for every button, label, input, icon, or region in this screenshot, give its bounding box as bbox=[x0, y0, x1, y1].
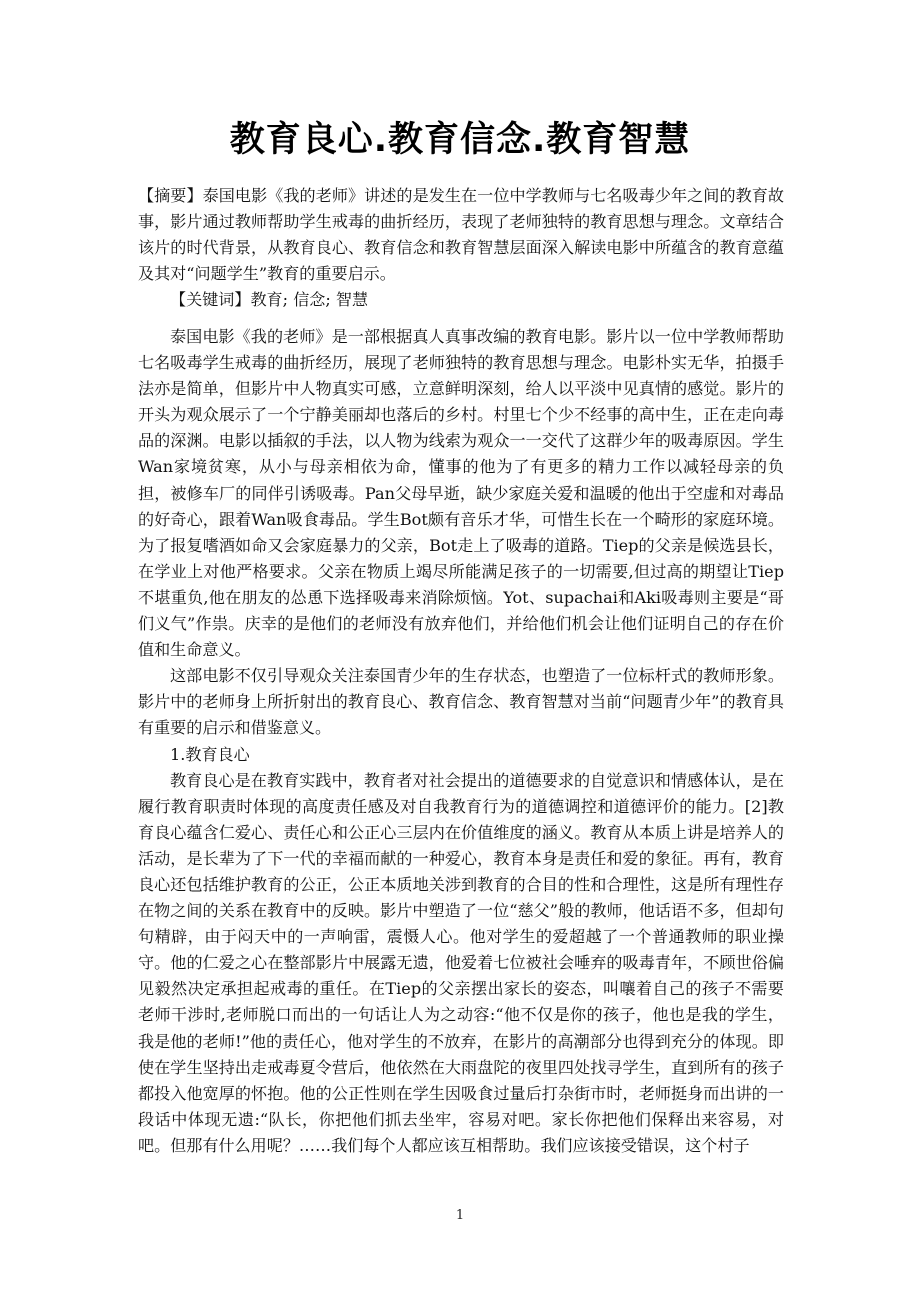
section-heading-1: 1.教育良心 bbox=[170, 744, 250, 764]
keywords-line bbox=[138, 287, 784, 313]
body-paragraph-1: 泰国电影《我的老师》是一部根据真人真事改编的教育电影。影片以一位中学教师帮助七名吸毒学生戒毒的曲折经历，展现了老师独特的教育思想与理念。电影朴实无华，拍摄手法亦是简单，但影片中人物真实可感，立意鲜明深刻，给人以平淡中见真情的感觉。影片的开头为观众展示了一个宁静美丽却也落后的乡村。村里七个少不经事的高中生，正在走向毒品的深渊。电影以插叙的手法，以人物为线索为观众一一交代了这群少年的吸毒原因。学生Wan家境贫寒，从小与母亲相依为命，懂事的他为了有更多的精力工作以减轻母亲的负担，被修车厂的同伴引诱吸毒。Pan父母早逝，缺少家庭关爱和温暖的他出于空虚和对毒品的好奇心，跟着Wan吸食毒品。学生Bot颇有音乐才华，可惜生长在一个畸形的家庭环境。为了报复嗜酒如命又会家庭暴力的父亲，Bot走上了吸毒的道路。Tiep的父亲是候选县长，在学业上对他严格要求。父亲在物质上竭尽所能满足孩子的一切需要,但过高的期望让Tiep不堪重负,他在朋友的怂恿下选择吸毒来消除烦恼。Yot、supachai和Aki吸毒则主要是“哥们义气”作祟。庆幸的是他们的老师没有放弃他们，并给他们机会让他们证明自己的存在价值和生命意义。 bbox=[138, 327, 784, 660]
abstract-label: 【摘要】 bbox=[138, 186, 203, 205]
body-paragraph-2: 这部电影不仅引导观众关注泰国青少年的生存状态，也塑造了一位标杆式的教师形象。影片中的老师身上所折射出的教育良心、教育信念、教育智慧对当前“问题青少年”的教育具有重要的启示和借鉴意义。 bbox=[138, 666, 784, 738]
abstract-text: 泰国电影《我的老师》讲述的是发生在一位中学教师与七名吸毒少年之间的教育故事，影片通过教师帮助学生戒毒的曲折经历，表现了老师独特的教育思想与理念。文章结合该片的时代背景，从教育良心、教育信念和教育智慧层面深入解读电影中所蕴含的教育意蕴及其对“问题学生”教育的重要启示。 bbox=[138, 186, 785, 284]
abstract-section bbox=[138, 183, 784, 313]
abstract-paragraph bbox=[138, 183, 784, 287]
page-title: 教育良心.教育信念.教育智慧 bbox=[229, 120, 691, 160]
body-text bbox=[138, 324, 784, 1159]
page-number: 1 bbox=[455, 1208, 465, 1223]
keywords-text: 教育; 信念; 智慧 bbox=[250, 290, 369, 310]
keywords-label: 【关键词】 bbox=[170, 290, 251, 310]
body-paragraph-3: 教育良心是在教育实践中，教育者对社会提出的道德要求的自觉意识和情感体认，是在履行教育职责时体现的高度责任感及对自我教育行为的道德调控和道德评价的能力。[2]教育良心蕴含仁爱心、责任心和公正心三层内在价值维度的涵义。教育从本质上讲是培养人的活动，是长辈为了下一代的幸福而献的一种爱心，教育本身是责任和爱的象征。再有，教育良心还包括维护教育的公正，公正本质地关涉到教育的合目的性和合理性，这是所有理性存在物之间的关系在教育中的反映。影片中塑造了一位“慈父”般的教师，他话语不多，但却句句精辟，由于闷天中的一声响雷，震慑人心。他对学生的爱超越了一个普通教师的职业操守。他的仁爱之心在整部影片中展露无遗，他爱着七位被社会唾弃的吸毒青年，不顾世俗偏见毅然决定承担起戒毒的重任。在Tiep的父亲摆出家长的姿态，叫嚷着自己的孩子不需要老师干涉时,老师脱口而出的一句话让人为之动容:“他不仅是你的孩子，他也是我的学生，我是他的老师!”他的责任心，他对学生的不放弃，在影片的高潮部分也得到充分的体现。即使在学生坚持出走戒毒夏令营后，他依然在大雨盘陀的夜里四处找寻学生，直到所有的孩子都投入他宽厚的怀抱。他的公正性则在学生因吸食过量后打杂街市时，老师挺身而出讲的一段话中体现无遗:“队长，你把他们抓去坐牢，容易对吧。家长你把他们保释出来容易，对吧。但那有什么用呢？……我们每个人都应该互相帮助。我们应该接受错误，这个村子 bbox=[138, 770, 784, 1155]
